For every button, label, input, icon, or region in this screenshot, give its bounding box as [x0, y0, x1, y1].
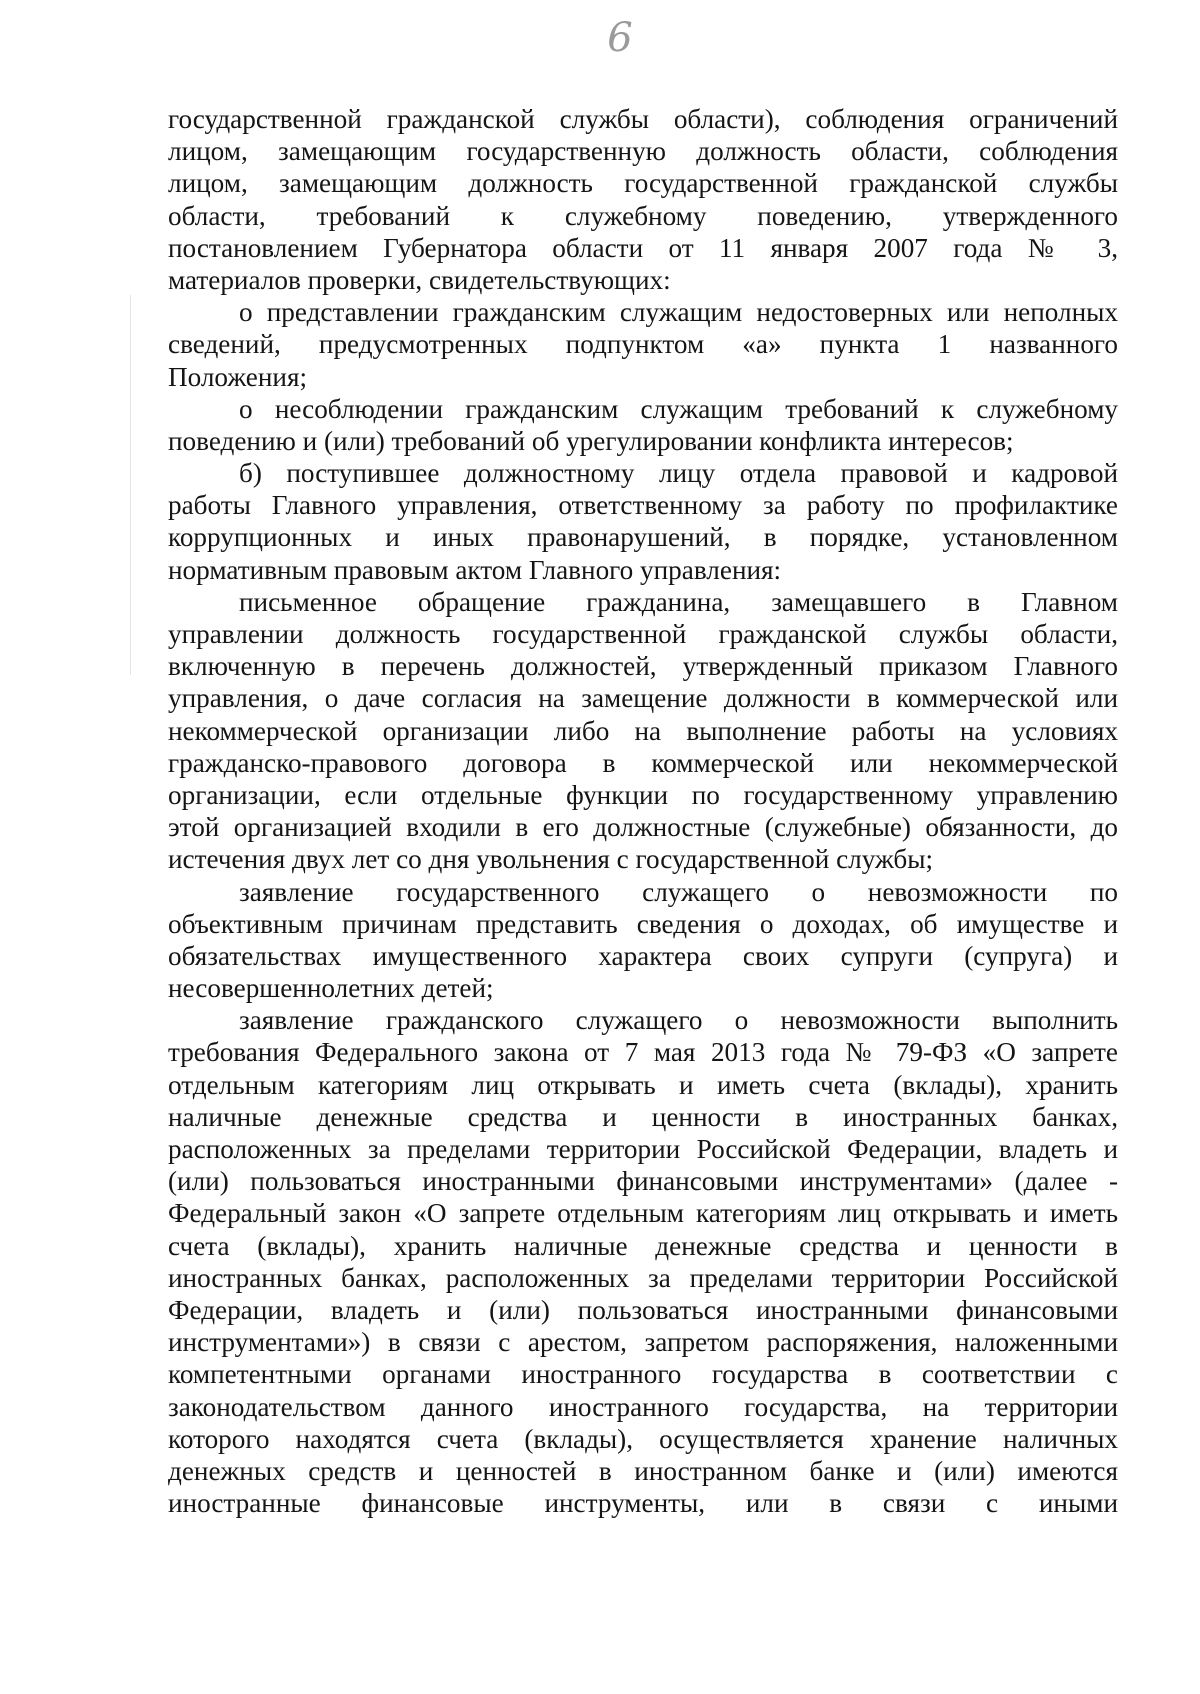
- margin-line: [130, 295, 131, 675]
- text-line: которого находятся счета (вклады), осуществляется хранение наличных: [168, 1423, 1118, 1454]
- text-line: Федерации, владеть и (или) пользоваться иностранными финансовыми: [168, 1294, 1118, 1325]
- text-line: Федеральный закон «О запрете отдельным категориям лиц открывать и иметь: [168, 1198, 1118, 1229]
- text-line: управлении должность государственной гражданской службы области,: [168, 619, 1118, 649]
- text-line: поведению и (или) требований об урегулировании конфликта интересов;: [168, 425, 1014, 456]
- text-line: несовершеннолетних детей;: [168, 973, 494, 1004]
- text-line: Положения;: [168, 361, 308, 392]
- text-line: государственной гражданской службы области), соблюдения ограничений: [168, 104, 1118, 134]
- text-line: заявление гражданского служащего о невозможности выполнить: [239, 1005, 1118, 1036]
- text-line: лицом, замещающим государственную должность области, соблюдения: [168, 136, 1118, 167]
- text-line: управления, о даче согласия на замещение должности в коммерческой или: [168, 683, 1118, 714]
- text-line: наличные денежные средства и ценности в иностранных банках,: [168, 1101, 1118, 1132]
- text-line: инструментами») в связи с арестом, запретом распоряжения, наложенными: [168, 1327, 1118, 1358]
- text-line: расположенных за пределами территории Российской Федерации, владеть и: [168, 1134, 1118, 1164]
- text-line: коррупционных и иных правонарушений, в порядке, установленном: [168, 522, 1118, 553]
- text-line: о несоблюдении гражданским служащим требований к служебному: [239, 393, 1118, 424]
- text-line: (или) пользоваться иностранными финансовыми инструментами» (далее -: [168, 1166, 1118, 1197]
- text-line: объективным причинам представить сведения о доходах, об имуществе и: [168, 908, 1118, 939]
- text-line: заявление государственного служащего о невозможности по: [239, 876, 1118, 907]
- text-line: о представлении гражданским служащим недостоверных или неполных: [239, 297, 1118, 328]
- text-line: работы Главного управления, ответственному за работу по профилактике: [168, 490, 1118, 521]
- text-line: области, требований к служебному поведению, утвержденного: [168, 200, 1118, 231]
- text-line: письменное обращение гражданина, замещавшего в Главном: [239, 586, 1118, 617]
- text-line: нормативным правовым актом Главного управления:: [168, 554, 782, 585]
- text-line: иностранные финансовые инструменты, или в связи с иными: [168, 1488, 1118, 1519]
- text-line: денежных средств и ценностей в иностранном банке и (или) имеются: [168, 1455, 1118, 1486]
- text-line: некоммерческой организации либо на выполнение работы на условиях: [168, 715, 1118, 746]
- text-line: лицом, замещающим должность государственной гражданской службы: [168, 168, 1118, 199]
- document-body: [168, 103, 1118, 1519]
- text-line: включенную в перечень должностей, утвержденный приказом Главного: [168, 651, 1118, 682]
- text-line: этой организацией входили в его должностные (служебные) обязанности, до: [168, 812, 1118, 843]
- text-line: обязательствах имущественного характера своих супруги (супруга) и: [168, 940, 1118, 971]
- text-line: иностранных банках, расположенных за пределами территории Российской: [168, 1262, 1118, 1293]
- text-line: компетентными органами иностранного государства в соответствии с: [168, 1359, 1118, 1390]
- text-line: гражданско-правового договора в коммерческой или некоммерческой: [168, 747, 1118, 778]
- text-line: организации, если отдельные функции по государственному управлению: [168, 779, 1118, 810]
- text-line: счета (вклады), хранить наличные денежные средства и ценности в: [168, 1230, 1118, 1261]
- page-number: 6: [607, 15, 633, 61]
- text-line: материалов проверки, свидетельствующих:: [168, 264, 671, 295]
- text-line: отдельным категориям лиц открывать и иметь счета (вклады), хранить: [168, 1069, 1118, 1100]
- text-line: постановлением Губернатора области от 11 января 2007 года № 3,: [168, 232, 1118, 263]
- text-line: истечения двух лет со дня увольнения с государственной службы;: [168, 844, 934, 875]
- text-line: законодательством данного иностранного государства, на территории: [168, 1391, 1118, 1422]
- text-line: сведений, предусмотренных подпунктом «а» пункта 1 названного: [168, 329, 1118, 360]
- text-line: б) поступившее должностному лицу отдела правовой и кадровой: [239, 458, 1118, 489]
- text-line: требования Федерального закона от 7 мая 2013 года № 79-ФЗ «О запрете: [168, 1037, 1118, 1068]
